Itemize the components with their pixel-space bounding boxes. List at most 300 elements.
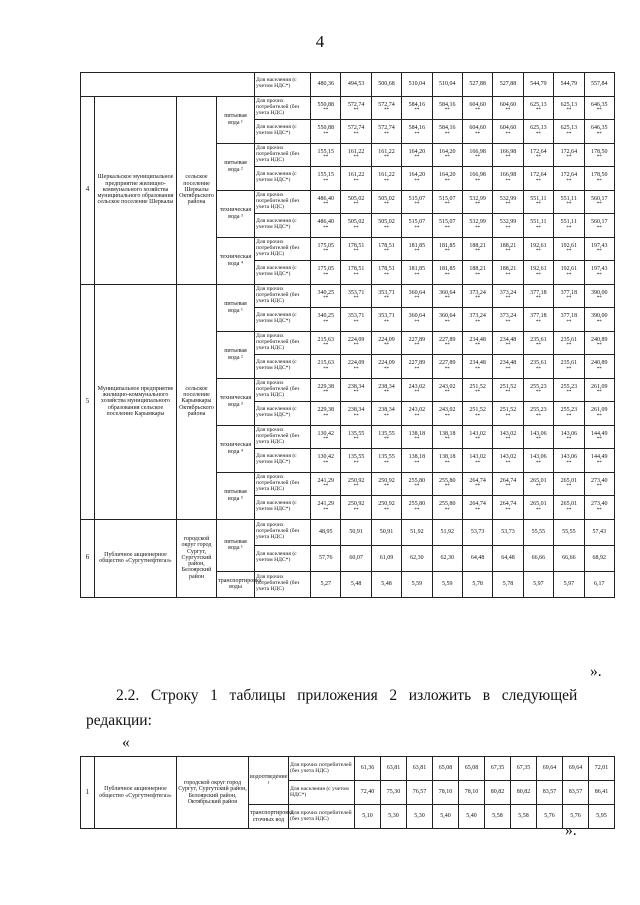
- value-cell: [563, 781, 589, 805]
- value-number: 557,84: [590, 81, 608, 88]
- value-footnote-mark: **: [353, 390, 359, 396]
- value-footnote-mark: **: [353, 296, 359, 302]
- value-footnote-mark: **: [353, 272, 359, 278]
- value-footnote-mark: **: [475, 484, 481, 490]
- value-footnote-mark: **: [383, 225, 389, 231]
- value-number: 144,49: [590, 430, 608, 437]
- value-cell: [554, 120, 584, 144]
- value-number: 240,89: [590, 336, 608, 343]
- value-cell: [485, 781, 511, 805]
- value-number: 181,85: [439, 266, 456, 273]
- value-number: 215,63: [317, 336, 334, 343]
- value-cell: [462, 496, 492, 520]
- value-footnote-mark: **: [323, 225, 329, 231]
- value-number: 224,09: [378, 336, 395, 343]
- value-footnote-mark: **: [323, 484, 329, 490]
- value-cell: [462, 73, 492, 97]
- consumer-category: Для прочих потребителей (без учета НДС): [255, 519, 311, 545]
- value-cell: [341, 571, 371, 597]
- value-number: 486,40: [317, 195, 334, 202]
- value-number: 255,80: [439, 477, 456, 484]
- value-cell: [493, 571, 523, 597]
- value-number: 138,18: [439, 454, 456, 461]
- value-cell: [341, 261, 371, 285]
- value-footnote-mark: **: [444, 366, 450, 372]
- value-cell: [341, 120, 371, 144]
- value-cell: [462, 519, 492, 545]
- value-number: 390,00: [590, 289, 608, 296]
- value-number: 550,88: [317, 125, 334, 132]
- value-cell: [371, 519, 401, 545]
- value-cell: [554, 73, 584, 97]
- consumer-category: Для прочих потребителей (без учета НДС): [255, 96, 311, 120]
- value-cell: [493, 402, 523, 426]
- value-number: 273,40: [590, 477, 608, 484]
- value-number: 544,79: [560, 81, 578, 88]
- value-number: 215,63: [317, 360, 334, 367]
- value-cell: [523, 96, 553, 120]
- value-number: 340,25: [317, 313, 334, 320]
- water-type: техническая вода ³: [217, 378, 255, 425]
- water-type: питьевая вода ²: [217, 143, 255, 190]
- value-footnote-mark: **: [566, 131, 572, 137]
- value-footnote-mark: **: [566, 413, 572, 419]
- value-cell: [537, 805, 563, 829]
- value-footnote-mark: **: [383, 460, 389, 466]
- value-footnote-mark: **: [505, 460, 511, 466]
- value-footnote-mark: **: [323, 202, 329, 208]
- value-number: 63,81: [386, 765, 401, 772]
- value-footnote-mark: **: [596, 272, 602, 278]
- value-footnote-mark: **: [505, 437, 511, 443]
- value-cell: [311, 190, 341, 214]
- value-number: 69,64: [542, 765, 557, 772]
- value-cell: [493, 214, 523, 238]
- value-number: 135,55: [378, 430, 395, 437]
- value-number: 67,35: [490, 765, 505, 772]
- value-cell: [493, 73, 523, 97]
- value-cell: [584, 143, 614, 167]
- value-cell: [341, 308, 371, 332]
- value-footnote-mark: **: [323, 272, 329, 278]
- value-cell: [493, 237, 523, 261]
- organization-name: Муниципальное предприятие жилищно-коммунального хозяйства муниципального образования сельское поселение Карымкары: [95, 284, 177, 519]
- value-number: 227,89: [439, 360, 456, 367]
- value-number: 510,04: [408, 81, 426, 88]
- value-cell: [554, 378, 584, 402]
- value-number: 604,60: [499, 125, 517, 132]
- value-cell: [432, 190, 462, 214]
- value-footnote-mark: **: [383, 296, 389, 302]
- value-footnote-mark: **: [475, 108, 481, 114]
- value-cell: [523, 167, 553, 191]
- value-footnote-mark: **: [475, 507, 481, 513]
- value-cell: [341, 331, 371, 355]
- value-cell: [554, 261, 584, 285]
- value-cell: [402, 261, 432, 285]
- value-footnote-mark: **: [323, 319, 329, 325]
- value-footnote-mark: **: [414, 108, 420, 114]
- value-number: 5,40: [440, 813, 451, 820]
- value-number: 5,30: [414, 813, 425, 820]
- value-cell: [432, 425, 462, 449]
- organization-name: Шеркальское муниципальное предприятие жилищно-коммунального хозяйства муниципального образования сельское поселение Шеркалы: [95, 96, 177, 284]
- value-cell: [462, 472, 492, 496]
- value-footnote-mark: **: [535, 413, 541, 419]
- value-number: 377,18: [530, 313, 547, 320]
- value-footnote-mark: **: [505, 202, 511, 208]
- value-number: 251,52: [499, 383, 517, 390]
- value-number: 625,13: [560, 125, 578, 132]
- value-number: 78,10: [438, 789, 453, 796]
- value-cell: [584, 167, 614, 191]
- value-cell: [584, 355, 614, 379]
- value-cell: [341, 378, 371, 402]
- value-cell: [433, 757, 459, 781]
- value-footnote-mark: **: [505, 296, 511, 302]
- tariff-table-appendix2: [80, 756, 615, 829]
- value-cell: [341, 190, 371, 214]
- value-footnote-mark: **: [383, 131, 389, 137]
- value-number: 505,02: [378, 195, 395, 202]
- value-cell: [402, 519, 432, 545]
- value-number: 551,11: [530, 219, 547, 226]
- value-cell: [341, 284, 371, 308]
- value-number: 265,01: [530, 477, 547, 484]
- value-number: 243,02: [439, 383, 456, 390]
- value-footnote-mark: **: [566, 272, 572, 278]
- value-cell: [311, 425, 341, 449]
- value-cell: [462, 214, 492, 238]
- value-cell: [402, 378, 432, 402]
- value-cell: [311, 96, 341, 120]
- consumer-category: Для населения (с учетом НДС*): [255, 73, 311, 97]
- value-footnote-mark: **: [414, 507, 420, 513]
- value-cell: [432, 120, 462, 144]
- water-type: техническая вода ⁴: [217, 237, 255, 284]
- value-number: 646,35: [590, 101, 608, 108]
- value-number: 235,61: [560, 360, 578, 367]
- value-number: 57,76: [318, 554, 333, 561]
- row-number: 5: [81, 284, 95, 519]
- value-footnote-mark: **: [596, 202, 602, 208]
- value-cell: [523, 449, 553, 473]
- value-footnote-mark: **: [414, 343, 420, 349]
- water-type: транспортировка сточных вод: [249, 805, 289, 829]
- value-cell: [462, 167, 492, 191]
- value-footnote-mark: **: [383, 390, 389, 396]
- value-footnote-mark: **: [323, 249, 329, 255]
- value-cell: [554, 214, 584, 238]
- value-footnote-mark: **: [383, 343, 389, 349]
- value-cell: [554, 190, 584, 214]
- value-number: 264,74: [499, 501, 517, 508]
- value-footnote-mark: **: [505, 249, 511, 255]
- value-footnote-mark: **: [353, 366, 359, 372]
- value-cell: [462, 237, 492, 261]
- value-cell: [493, 425, 523, 449]
- value-footnote-mark: **: [505, 413, 511, 419]
- value-number: 5,10: [362, 813, 373, 820]
- value-number: 5,59: [442, 580, 453, 587]
- value-footnote-mark: **: [566, 437, 572, 443]
- value-number: 86,41: [594, 789, 609, 796]
- value-cell: [341, 545, 371, 571]
- value-number: 360,64: [408, 313, 426, 320]
- value-cell: [371, 261, 401, 285]
- value-footnote-mark: **: [414, 366, 420, 372]
- value-footnote-mark: **: [566, 225, 572, 231]
- value-number: 646,35: [590, 125, 608, 132]
- value-cell: [554, 449, 584, 473]
- value-cell: [584, 237, 614, 261]
- value-cell: [493, 143, 523, 167]
- value-cell: [402, 190, 432, 214]
- value-number: 255,80: [439, 501, 456, 508]
- value-cell: [584, 331, 614, 355]
- value-number: 224,09: [347, 360, 365, 367]
- water-type: транспортировка воды: [217, 571, 255, 597]
- value-cell: [462, 284, 492, 308]
- value-cell: [371, 190, 401, 214]
- value-number: 155,15: [317, 148, 334, 155]
- value-cell: [311, 214, 341, 238]
- value-footnote-mark: **: [475, 249, 481, 255]
- value-number: 161,22: [378, 148, 395, 155]
- closing-quote-table2: ».: [565, 822, 577, 839]
- value-cell: [402, 472, 432, 496]
- value-number: 76,57: [412, 789, 427, 796]
- value-number: 164,20: [408, 148, 426, 155]
- value-cell: [402, 545, 432, 571]
- value-number: 584,16: [408, 101, 426, 108]
- value-footnote-mark: **: [353, 131, 359, 137]
- value-number: 250,92: [378, 477, 395, 484]
- value-number: 55,55: [562, 528, 576, 535]
- consumer-category: Для населения (с учетом НДС*): [255, 261, 311, 285]
- value-footnote-mark: **: [535, 390, 541, 396]
- value-number: 192,61: [560, 242, 578, 249]
- value-number: 234,48: [499, 360, 517, 367]
- value-cell: [432, 261, 462, 285]
- value-cell: [523, 571, 553, 597]
- value-number: 5,97: [533, 580, 544, 587]
- value-number: 130,42: [317, 454, 334, 461]
- value-footnote-mark: **: [414, 390, 420, 396]
- organization-name: Публичное акционерное общество «Сургутнефтегаз»: [95, 757, 177, 829]
- value-number: 360,64: [408, 289, 426, 296]
- value-footnote-mark: **: [383, 437, 389, 443]
- value-cell: [311, 237, 341, 261]
- value-footnote-mark: **: [383, 319, 389, 325]
- value-number: 255,23: [560, 383, 578, 390]
- value-cell: [459, 781, 485, 805]
- value-cell: [493, 167, 523, 191]
- value-footnote-mark: **: [444, 178, 450, 184]
- value-number: 143,02: [469, 430, 486, 437]
- value-footnote-mark: **: [596, 249, 602, 255]
- value-number: 51,92: [410, 528, 424, 535]
- value-number: 65,08: [438, 765, 453, 772]
- value-cell: [311, 496, 341, 520]
- value-number: 360,64: [439, 313, 456, 320]
- value-footnote-mark: **: [414, 131, 420, 137]
- value-cell: [341, 402, 371, 426]
- value-footnote-mark: **: [596, 437, 602, 443]
- value-footnote-mark: **: [505, 319, 511, 325]
- value-number: 390,00: [590, 313, 608, 320]
- value-number: 5,97: [563, 580, 575, 587]
- value-cell: [402, 496, 432, 520]
- value-footnote-mark: **: [353, 319, 359, 325]
- value-number: 241,29: [317, 501, 334, 508]
- value-footnote-mark: **: [444, 225, 450, 231]
- value-cell: [371, 167, 401, 191]
- page-number: 4: [315, 32, 325, 51]
- value-cell: [584, 378, 614, 402]
- value-cell: [432, 308, 462, 332]
- value-number: 172,64: [530, 148, 547, 155]
- value-number: 48,95: [318, 528, 333, 535]
- value-number: 192,61: [560, 266, 578, 273]
- table-row: [81, 96, 615, 120]
- value-number: 172,64: [560, 172, 578, 179]
- value-number: 143,06: [530, 454, 547, 461]
- value-cell: [432, 73, 462, 97]
- value-footnote-mark: **: [535, 343, 541, 349]
- value-cell: [523, 496, 553, 520]
- value-cell: [459, 757, 485, 781]
- consumer-category: Для населения (с учетом НДС*): [289, 781, 355, 805]
- consumer-category: Для населения (с учетом НДС*): [255, 120, 311, 144]
- value-footnote-mark: **: [444, 413, 450, 419]
- value-cell: [381, 805, 407, 829]
- consumer-category: Для прочих потребителей (без учета НДС): [255, 190, 311, 214]
- value-footnote-mark: **: [353, 225, 359, 231]
- value-cell: [462, 402, 492, 426]
- value-number: 197,43: [590, 242, 608, 249]
- value-footnote-mark: **: [353, 343, 359, 349]
- value-number: 166,98: [499, 148, 517, 155]
- value-number: 63,81: [412, 765, 427, 772]
- value-number: 353,71: [378, 289, 395, 296]
- value-cell: [493, 472, 523, 496]
- value-cell: [432, 519, 462, 545]
- territory: городской округ город Сургут, Сургутский район, Белоярский район, Октябрьский район: [177, 757, 249, 829]
- value-footnote-mark: **: [475, 178, 481, 184]
- value-cell: [371, 120, 401, 144]
- value-cell: [432, 237, 462, 261]
- territory: сельское поселение Карымкары Октябрьского района: [177, 284, 217, 519]
- value-footnote-mark: **: [596, 343, 602, 349]
- value-number: 6,17: [593, 580, 605, 587]
- consumer-category: Для прочих потребителей (без учета НДС): [255, 571, 311, 597]
- value-number: 178,50: [590, 148, 608, 155]
- value-cell: [537, 781, 563, 805]
- value-number: 229,38: [317, 383, 334, 390]
- value-number: 584,16: [408, 125, 426, 132]
- value-cell: [371, 449, 401, 473]
- value-cell: [402, 120, 432, 144]
- value-cell: [402, 96, 432, 120]
- value-footnote-mark: **: [414, 413, 420, 419]
- value-number: 510,04: [439, 81, 456, 88]
- value-number: 250,92: [347, 501, 365, 508]
- value-cell: [493, 519, 523, 545]
- value-cell: [584, 571, 614, 597]
- value-cell: [523, 284, 553, 308]
- value-number: 143,02: [499, 430, 517, 437]
- value-cell: [462, 96, 492, 120]
- value-cell: [462, 190, 492, 214]
- value-footnote-mark: **: [535, 366, 541, 372]
- value-number: 238,34: [347, 383, 365, 390]
- value-number: 373,24: [469, 313, 486, 320]
- value-cell: [554, 96, 584, 120]
- value-cell: [432, 143, 462, 167]
- value-number: 604,60: [499, 101, 517, 108]
- value-number: 72,01: [594, 765, 609, 772]
- value-footnote-mark: **: [596, 507, 602, 513]
- value-cell: [589, 757, 615, 781]
- value-cell: [371, 214, 401, 238]
- value-footnote-mark: **: [566, 460, 572, 466]
- value-cell: [371, 378, 401, 402]
- value-cell: [432, 449, 462, 473]
- value-footnote-mark: **: [535, 108, 541, 114]
- value-cell: [371, 96, 401, 120]
- tariff-table-main: [80, 72, 615, 598]
- value-footnote-mark: **: [535, 249, 541, 255]
- value-number: 560,17: [590, 195, 608, 202]
- value-footnote-mark: **: [323, 437, 329, 443]
- consumer-category: Для населения (с учетом НДС*): [255, 496, 311, 520]
- value-cell: [462, 449, 492, 473]
- value-number: 238,34: [378, 383, 395, 390]
- table-row: [81, 519, 615, 545]
- value-number: 505,02: [347, 219, 365, 226]
- value-number: 166,98: [499, 172, 517, 179]
- value-number: 243,02: [408, 383, 426, 390]
- value-footnote-mark: **: [505, 108, 511, 114]
- value-cell: [493, 496, 523, 520]
- value-cell: [432, 214, 462, 238]
- value-footnote-mark: **: [596, 484, 602, 490]
- value-number: 188,21: [499, 242, 517, 249]
- value-number: 360,64: [439, 289, 456, 296]
- value-number: 373,24: [499, 289, 517, 296]
- value-cell: [523, 261, 553, 285]
- value-footnote-mark: **: [535, 460, 541, 466]
- value-footnote-mark: **: [323, 155, 329, 161]
- value-cell: [432, 496, 462, 520]
- value-number: 53,73: [501, 528, 515, 535]
- value-number: 234,48: [469, 336, 486, 343]
- value-number: 5,76: [570, 813, 581, 820]
- value-cell: [493, 331, 523, 355]
- value-cell: [584, 472, 614, 496]
- value-number: 227,89: [408, 336, 426, 343]
- value-cell: [554, 284, 584, 308]
- value-number: 164,20: [439, 172, 456, 179]
- value-footnote-mark: **: [323, 178, 329, 184]
- value-cell: [402, 167, 432, 191]
- value-number: 255,23: [530, 407, 547, 414]
- value-number: 135,55: [347, 430, 365, 437]
- organization-name: Публичное акционерное общество «Сургутнефтегаз»: [95, 519, 177, 597]
- value-number: 53,73: [470, 528, 485, 535]
- value-footnote-mark: **: [475, 296, 481, 302]
